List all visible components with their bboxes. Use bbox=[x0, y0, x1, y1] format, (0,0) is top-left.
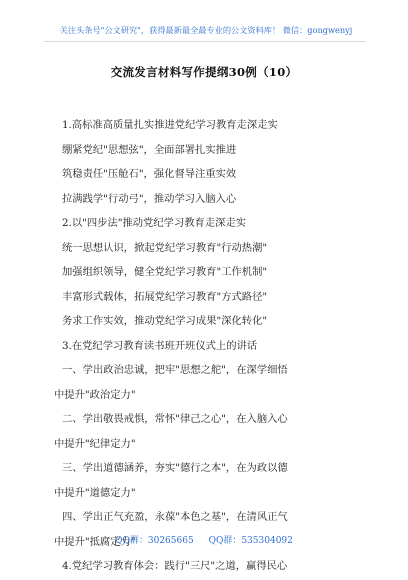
document-line: 1.高标准高质量扎实推进党纪学习教育走深走实 bbox=[62, 119, 278, 131]
footer-contacts bbox=[0, 533, 408, 546]
document-line: 务求工作实效，推动党纪学习成果"深化转化" bbox=[62, 315, 268, 327]
document-line: 拉满践学"行动弓"，推动学习入脑入心 bbox=[62, 192, 237, 205]
document-line: 中提升"抵腐定力" bbox=[54, 535, 136, 548]
qq-group-2: QQ群：535304092 bbox=[208, 536, 293, 546]
document-body bbox=[54, 113, 354, 579]
document-line: 4.党纪学习教育体会：践行"三尺"之道，赢得民心 bbox=[62, 560, 288, 572]
document-title: 交流发言材料写作提纲30例（10） bbox=[110, 65, 298, 79]
document-line: 一、学出政治忠诚，把牢"思想之舵"，在深学细悟 bbox=[62, 364, 288, 376]
header-divider bbox=[44, 41, 366, 42]
document-line: 统一思想认识，掀起党纪学习教育"行动热潮" bbox=[62, 241, 268, 254]
promo-header: 关注头条号"公文研究"，获得最新最全最专业的公文资料库！ 微信：gongwenyj bbox=[59, 25, 353, 35]
document-line: 中提升"道德定力" bbox=[54, 486, 136, 499]
document-line: 四、学出正气充盈，永葆"本色之基"，在清风正气 bbox=[62, 511, 288, 523]
document-line: 中提升"纪律定力" bbox=[54, 437, 136, 450]
document-line: 丰富形式载体，拓展党纪学习教育"方式路径" bbox=[62, 290, 268, 303]
document-line: 筑稳责任"压舱石"，强化督导注重实效 bbox=[62, 168, 237, 180]
document-line: 中提升"政治定力" bbox=[54, 388, 136, 401]
document-line: 2.以"四步法"推动党纪学习教育走深走实 bbox=[62, 217, 247, 229]
document-line: 三、学出道德涵养，夯实"德行之本"，在为政以德 bbox=[62, 462, 288, 474]
document-line: 二、学出敬畏戒惧，常怀"律己之心"，在入脑入心 bbox=[62, 413, 288, 425]
document-line: 绷紧党纪"思想弦"，全面部署扎实推进 bbox=[62, 143, 237, 156]
document-line: 3.在党纪学习教育读书班开班仪式上的讲话 bbox=[62, 339, 258, 352]
qq-group-1: QQ群：30265665 bbox=[115, 536, 194, 546]
document-line: 加强组织领导，健全党纪学习教育"工作机制" bbox=[62, 266, 268, 278]
